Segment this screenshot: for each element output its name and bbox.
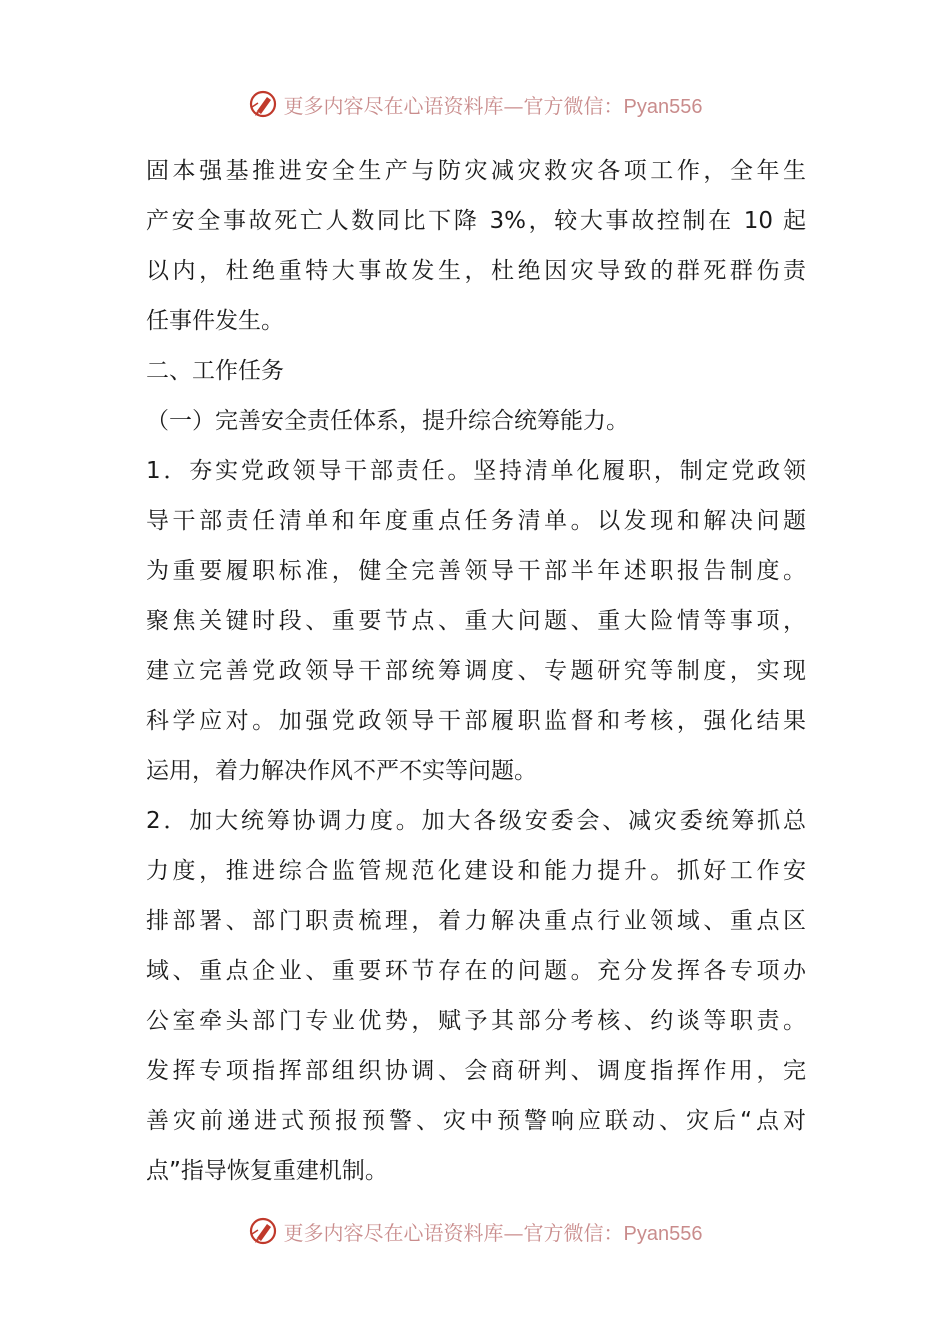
body-line-2: 产安全事故死亡人数同比下降 3%，较大事故控制在 10 起 bbox=[146, 208, 806, 234]
footer-banner-text: 更多内容尽在心语资料库—官方微信：Pyan556 bbox=[283, 1220, 703, 1245]
body-line-18: 公室牵头部门专业优势，赋予其部分考核、约谈等职责。 bbox=[146, 1008, 806, 1034]
pen-nib-logo-icon bbox=[248, 89, 278, 119]
body-line-7: 1．夯实党政领导干部责任。坚持清单化履职，制定党政领 bbox=[146, 458, 806, 484]
body-line-13: 运用，着力解决作风不严不实等问题。 bbox=[146, 758, 537, 784]
body-line-14: 2．加大统筹协调力度。加大各级安委会、减灾委统筹抓总 bbox=[146, 808, 806, 834]
body-line-10: 聚焦关键时段、重要节点、重大问题、重大险情等事项， bbox=[146, 608, 806, 634]
body-line-17: 域、重点企业、重要环节存在的问题。充分发挥各专项办 bbox=[146, 958, 806, 984]
body-line-20: 善灾前递进式预报预警、灾中预警响应联动、灾后“点对 bbox=[146, 1108, 806, 1134]
body-line-1: 固本强基推进安全生产与防灾减灾救灾各项工作，全年生 bbox=[146, 158, 806, 184]
footer-wechat-id: Pyan556 bbox=[623, 1222, 703, 1245]
header-banner-text: 更多内容尽在心语资料库—官方微信：Pyan556 bbox=[283, 93, 703, 118]
document-body bbox=[146, 146, 806, 1196]
section-heading: 二、工作任务 bbox=[146, 358, 284, 384]
footer-banner bbox=[0, 1211, 950, 1251]
body-line-8: 导干部责任清单和年度重点任务清单。以发现和解决问题 bbox=[146, 508, 806, 534]
header-wechat-id: Pyan556 bbox=[623, 95, 703, 118]
body-line-19: 发挥专项指挥部组织协调、会商研判、调度指挥作用，完 bbox=[146, 1058, 806, 1084]
body-line-16: 排部署、部门职责梳理，着力解决重点行业领域、重点区 bbox=[146, 908, 806, 934]
pen-nib-logo-icon bbox=[248, 1216, 278, 1246]
body-line-21: 点”指导恢复重建机制。 bbox=[146, 1158, 388, 1184]
body-line-9: 为重要履职标准，健全完善领导干部半年述职报告制度。 bbox=[146, 558, 806, 584]
subsection-heading: （一）完善安全责任体系，提升综合统筹能力。 bbox=[146, 408, 629, 434]
body-line-12: 科学应对。加强党政领导干部履职监督和考核，强化结果 bbox=[146, 708, 806, 734]
body-line-11: 建立完善党政领导干部统筹调度、专题研究等制度，实现 bbox=[146, 658, 806, 684]
body-line-4: 任事件发生。 bbox=[146, 308, 284, 334]
body-line-15: 力度，推进综合监管规范化建设和能力提升。抓好工作安 bbox=[146, 858, 806, 884]
body-line-3: 以内，杜绝重特大事故发生，杜绝因灾导致的群死群伤责 bbox=[146, 258, 806, 284]
header-banner bbox=[0, 84, 950, 124]
